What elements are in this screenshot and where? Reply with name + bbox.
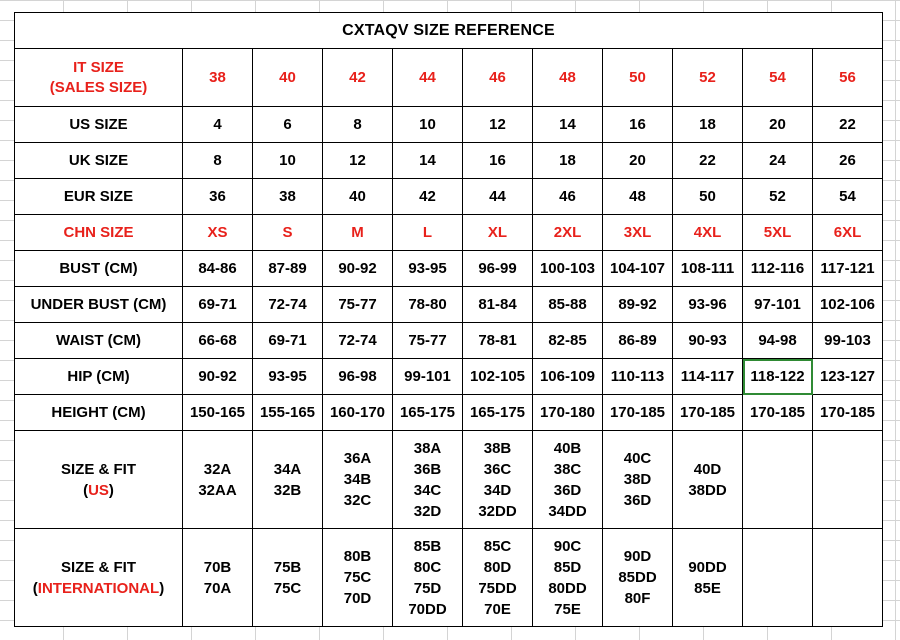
size-cell[interactable]: 44	[393, 49, 463, 107]
size-cell[interactable]: 102-106	[813, 287, 883, 323]
row-label	[15, 287, 183, 323]
fit-cell-line: 90C	[553, 537, 582, 555]
size-cell[interactable]: 26	[813, 143, 883, 179]
fit-cell-line: 32A	[203, 460, 232, 478]
size-cell[interactable]: 165-175	[463, 395, 533, 431]
row-label	[15, 395, 183, 431]
size-cell[interactable]: 6XL	[813, 215, 883, 251]
fit-cell[interactable]	[673, 529, 743, 627]
row-label	[15, 529, 183, 627]
fit-cell-line: 32AA	[198, 481, 237, 499]
size-cell[interactable]: 78-80	[393, 287, 463, 323]
fit-cell-line: 75DD	[478, 579, 517, 597]
fit-cell[interactable]	[323, 431, 393, 529]
size-cell[interactable]: 93-95	[393, 251, 463, 287]
size-cell[interactable]: 18	[533, 143, 603, 179]
fit-cell-line: 32C	[343, 492, 372, 509]
row-label-line	[15, 578, 182, 599]
size-cell[interactable]: 165-175	[393, 395, 463, 431]
fit-cell-line: 38A	[413, 439, 442, 457]
fit-cell-line: 38DD	[688, 481, 727, 499]
size-chart-table	[14, 12, 883, 627]
fit-cell-line: 75C	[273, 579, 302, 597]
size-cell[interactable]: 94-98	[743, 323, 813, 359]
fit-cell-line: 34DD	[548, 502, 587, 520]
size-row-chn-size	[15, 215, 883, 251]
fit-cell[interactable]	[393, 431, 463, 529]
fit-cell[interactable]	[603, 529, 673, 627]
fit-cell-line: 85B	[413, 537, 442, 555]
size-cell[interactable]: 170-185	[743, 395, 813, 431]
size-cell[interactable]: 155-165	[253, 395, 323, 431]
size-cell[interactable]: 6	[253, 107, 323, 143]
size-cell[interactable]: 48	[603, 179, 673, 215]
fit-cell[interactable]	[183, 529, 253, 627]
fit-cell-line: 36A	[343, 450, 372, 467]
size-cell[interactable]: 112-116	[743, 251, 813, 287]
fit-cell-line: 80F	[624, 590, 651, 607]
size-cell[interactable]: 110-113	[603, 359, 673, 395]
size-cell[interactable]: 108-111	[673, 251, 743, 287]
fit-row-international	[15, 529, 883, 627]
size-cell[interactable]: 114-117	[673, 359, 743, 395]
paren-close: )	[108, 481, 114, 499]
size-cell[interactable]: 20	[743, 107, 813, 143]
size-row-under-bust-cm	[15, 287, 883, 323]
size-cell[interactable]: 96-98	[323, 359, 393, 395]
size-cell[interactable]: S	[253, 215, 323, 251]
row-label-line: IT SIZE	[73, 58, 124, 76]
fit-cell-line: 85C	[483, 537, 512, 555]
size-cell[interactable]: 8	[323, 107, 393, 143]
region-label: US	[88, 481, 109, 499]
row-label-line: UK SIZE	[68, 151, 129, 169]
size-row-height-cm	[15, 395, 883, 431]
size-cell[interactable]: 54	[743, 49, 813, 107]
size-cell[interactable]: 12	[323, 143, 393, 179]
size-cell[interactable]: 81-84	[463, 287, 533, 323]
size-cell[interactable]: 78-81	[463, 323, 533, 359]
size-cell[interactable]: 89-92	[603, 287, 673, 323]
row-label-line: WAIST (CM)	[56, 331, 141, 349]
size-cell[interactable]: 50	[673, 179, 743, 215]
size-cell[interactable]: 160-170	[323, 395, 393, 431]
fit-cell-line: 70DD	[408, 600, 447, 618]
row-label	[15, 359, 183, 395]
size-cell[interactable]: 52	[743, 179, 813, 215]
size-cell[interactable]: 87-89	[253, 251, 323, 287]
fit-cell-line: 36C	[483, 460, 512, 478]
fit-cell-line: 36B	[413, 460, 442, 478]
paren-open: (	[83, 481, 89, 499]
size-cell[interactable]: 22	[673, 143, 743, 179]
fit-cell-line: 85D	[553, 558, 582, 576]
size-cell[interactable]: L	[393, 215, 463, 251]
size-cell[interactable]: 50	[603, 49, 673, 107]
size-cell[interactable]: 117-121	[813, 251, 883, 287]
fit-cell[interactable]	[533, 529, 603, 627]
size-cell[interactable]: 99-101	[393, 359, 463, 395]
fit-cell-line: 34A	[273, 460, 302, 478]
size-cell[interactable]: 2XL	[533, 215, 603, 251]
paren-close: )	[159, 579, 165, 597]
size-cell[interactable]: 93-96	[673, 287, 743, 323]
size-cell[interactable]: 14	[533, 107, 603, 143]
size-cell[interactable]: 97-101	[743, 287, 813, 323]
fit-cell-line: 90DD	[688, 558, 727, 576]
size-cell[interactable]: M	[323, 215, 393, 251]
paren-open: (	[32, 579, 38, 597]
fit-cell[interactable]	[743, 529, 813, 627]
region-label: INTERNATIONAL	[37, 579, 160, 597]
size-cell[interactable]: 52	[673, 49, 743, 107]
fit-row-us	[15, 431, 883, 529]
selected-cell[interactable]: 118-122	[743, 359, 813, 395]
size-reference-sheet	[14, 12, 882, 628]
size-cell[interactable]: 75-77	[393, 323, 463, 359]
row-label-line: BUST (CM)	[59, 259, 138, 277]
size-cell[interactable]: 4	[183, 107, 253, 143]
size-row-bust-cm	[15, 251, 883, 287]
size-cell[interactable]: 3XL	[603, 215, 673, 251]
row-label-line: (SALES SIZE)	[49, 78, 148, 96]
fit-cell-line: 70A	[203, 579, 232, 597]
row-label	[15, 179, 183, 215]
size-cell[interactable]: 170-185	[813, 395, 883, 431]
size-cell[interactable]: 40	[253, 49, 323, 107]
size-cell[interactable]: 42	[393, 179, 463, 215]
size-cell[interactable]: 82-85	[533, 323, 603, 359]
fit-cell-line: 75B	[273, 558, 302, 576]
fit-cell-line: 38B	[483, 439, 512, 457]
size-row-waist-cm	[15, 323, 883, 359]
fit-cell-line: 40D	[693, 460, 722, 478]
fit-cell-line: 34B	[343, 471, 372, 488]
size-cell[interactable]: 170-185	[603, 395, 673, 431]
size-cell[interactable]: 90-92	[183, 359, 253, 395]
size-cell[interactable]: 14	[393, 143, 463, 179]
size-cell[interactable]: 90-92	[323, 251, 393, 287]
size-cell[interactable]: 38	[253, 179, 323, 215]
fit-cell[interactable]	[253, 431, 323, 529]
size-cell[interactable]: 72-74	[253, 287, 323, 323]
row-label	[15, 431, 183, 529]
size-cell[interactable]: 170-185	[673, 395, 743, 431]
row-label-line: SIZE & FIT	[61, 460, 136, 478]
size-cell[interactable]: 102-105	[463, 359, 533, 395]
size-cell[interactable]: 54	[813, 179, 883, 215]
size-cell[interactable]: 104-107	[603, 251, 673, 287]
size-cell[interactable]: 38	[183, 49, 253, 107]
size-cell[interactable]: 66-68	[183, 323, 253, 359]
fit-cell-line: 80DD	[548, 579, 587, 597]
fit-cell-line: 36D	[623, 492, 652, 509]
fit-cell[interactable]	[673, 431, 743, 529]
size-cell[interactable]: 40	[323, 179, 393, 215]
row-label-line: CHN SIZE	[63, 223, 134, 241]
size-cell[interactable]: 10	[253, 143, 323, 179]
fit-cell-line: 40B	[553, 439, 582, 457]
row-label-line: US SIZE	[69, 115, 128, 133]
size-cell[interactable]: 170-180	[533, 395, 603, 431]
size-cell[interactable]: 22	[813, 107, 883, 143]
fit-cell[interactable]	[253, 529, 323, 627]
fit-cell[interactable]	[813, 529, 883, 627]
size-cell[interactable]: 96-99	[463, 251, 533, 287]
size-cell[interactable]: 44	[463, 179, 533, 215]
fit-cell-line: 80D	[483, 558, 512, 576]
size-cell[interactable]: 90-93	[673, 323, 743, 359]
fit-cell-line: 32B	[273, 481, 302, 499]
size-cell[interactable]: 84-86	[183, 251, 253, 287]
size-cell[interactable]: 56	[813, 49, 883, 107]
size-cell[interactable]: 75-77	[323, 287, 393, 323]
row-label	[15, 107, 183, 143]
size-cell[interactable]: 86-89	[603, 323, 673, 359]
fit-cell-line: 90D	[623, 548, 652, 565]
size-cell[interactable]: 8	[183, 143, 253, 179]
row-label	[15, 251, 183, 287]
fit-cell-line: 36D	[553, 481, 582, 499]
fit-cell[interactable]	[533, 431, 603, 529]
size-cell[interactable]: 24	[743, 143, 813, 179]
size-cell[interactable]: 46	[463, 49, 533, 107]
size-cell[interactable]: 16	[603, 107, 673, 143]
size-cell[interactable]: 46	[533, 179, 603, 215]
row-label	[15, 49, 183, 107]
size-row-uk-size	[15, 143, 883, 179]
size-row-eur-size	[15, 179, 883, 215]
size-cell[interactable]: 48	[533, 49, 603, 107]
size-cell[interactable]: 12	[463, 107, 533, 143]
fit-cell-line: 75C	[343, 569, 372, 586]
fit-cell-line: 70E	[484, 600, 511, 618]
size-cell[interactable]: 5XL	[743, 215, 813, 251]
row-label-line: HIP (CM)	[67, 367, 130, 385]
size-row-hip-cm	[15, 359, 883, 395]
fit-cell-line: 32D	[413, 502, 442, 520]
fit-cell[interactable]	[393, 529, 463, 627]
size-cell[interactable]: 18	[673, 107, 743, 143]
row-label	[15, 323, 183, 359]
row-label-line	[15, 480, 182, 501]
fit-cell-line: 34D	[483, 481, 512, 499]
row-label-line: EUR SIZE	[63, 187, 134, 205]
chart-title: CXTAQV SIZE REFERENCE	[15, 13, 883, 49]
fit-cell-line: 75E	[554, 600, 581, 618]
size-cell[interactable]: 93-95	[253, 359, 323, 395]
row-label	[15, 143, 183, 179]
size-cell[interactable]: 16	[463, 143, 533, 179]
fit-cell-line: 40C	[623, 450, 652, 467]
fit-cell-line: 70B	[203, 558, 232, 576]
fit-cell-line: 85DD	[618, 569, 657, 586]
fit-cell[interactable]	[183, 431, 253, 529]
size-row-us-size	[15, 107, 883, 143]
size-cell[interactable]: 10	[393, 107, 463, 143]
size-cell[interactable]: 123-127	[813, 359, 883, 395]
size-cell[interactable]: 72-74	[323, 323, 393, 359]
size-cell[interactable]: XS	[183, 215, 253, 251]
size-cell[interactable]: 106-109	[533, 359, 603, 395]
fit-cell[interactable]	[463, 431, 533, 529]
fit-cell-line: 38D	[623, 471, 652, 488]
size-cell[interactable]: 150-165	[183, 395, 253, 431]
row-label-line: HEIGHT (CM)	[51, 403, 146, 421]
fit-cell-line: 85E	[694, 579, 721, 597]
fit-cell-line: 70D	[343, 590, 372, 607]
size-cell[interactable]: XL	[463, 215, 533, 251]
fit-cell-line: 80C	[413, 558, 442, 576]
size-cell[interactable]: 99-103	[813, 323, 883, 359]
size-cell[interactable]: 69-71	[183, 287, 253, 323]
size-cell[interactable]: 69-71	[253, 323, 323, 359]
fit-cell[interactable]	[743, 431, 813, 529]
fit-cell[interactable]	[463, 529, 533, 627]
size-cell[interactable]: 4XL	[673, 215, 743, 251]
size-row-it-size	[15, 49, 883, 107]
size-cell[interactable]: 20	[603, 143, 673, 179]
size-cell[interactable]: 100-103	[533, 251, 603, 287]
size-cell[interactable]: 85-88	[533, 287, 603, 323]
fit-cell-line: 34C	[413, 481, 442, 499]
size-cell[interactable]: 36	[183, 179, 253, 215]
size-cell[interactable]: 42	[323, 49, 393, 107]
fit-cell-line: 32DD	[478, 502, 517, 520]
fit-cell[interactable]	[323, 529, 393, 627]
fit-cell[interactable]	[813, 431, 883, 529]
fit-cell-line: 38C	[553, 460, 582, 478]
row-label-line: SIZE & FIT	[61, 558, 136, 576]
row-label-line: UNDER BUST (CM)	[30, 295, 167, 313]
fit-cell[interactable]	[603, 431, 673, 529]
fit-cell-line: 75D	[413, 579, 442, 597]
fit-cell-line: 80B	[343, 548, 372, 565]
row-label	[15, 215, 183, 251]
